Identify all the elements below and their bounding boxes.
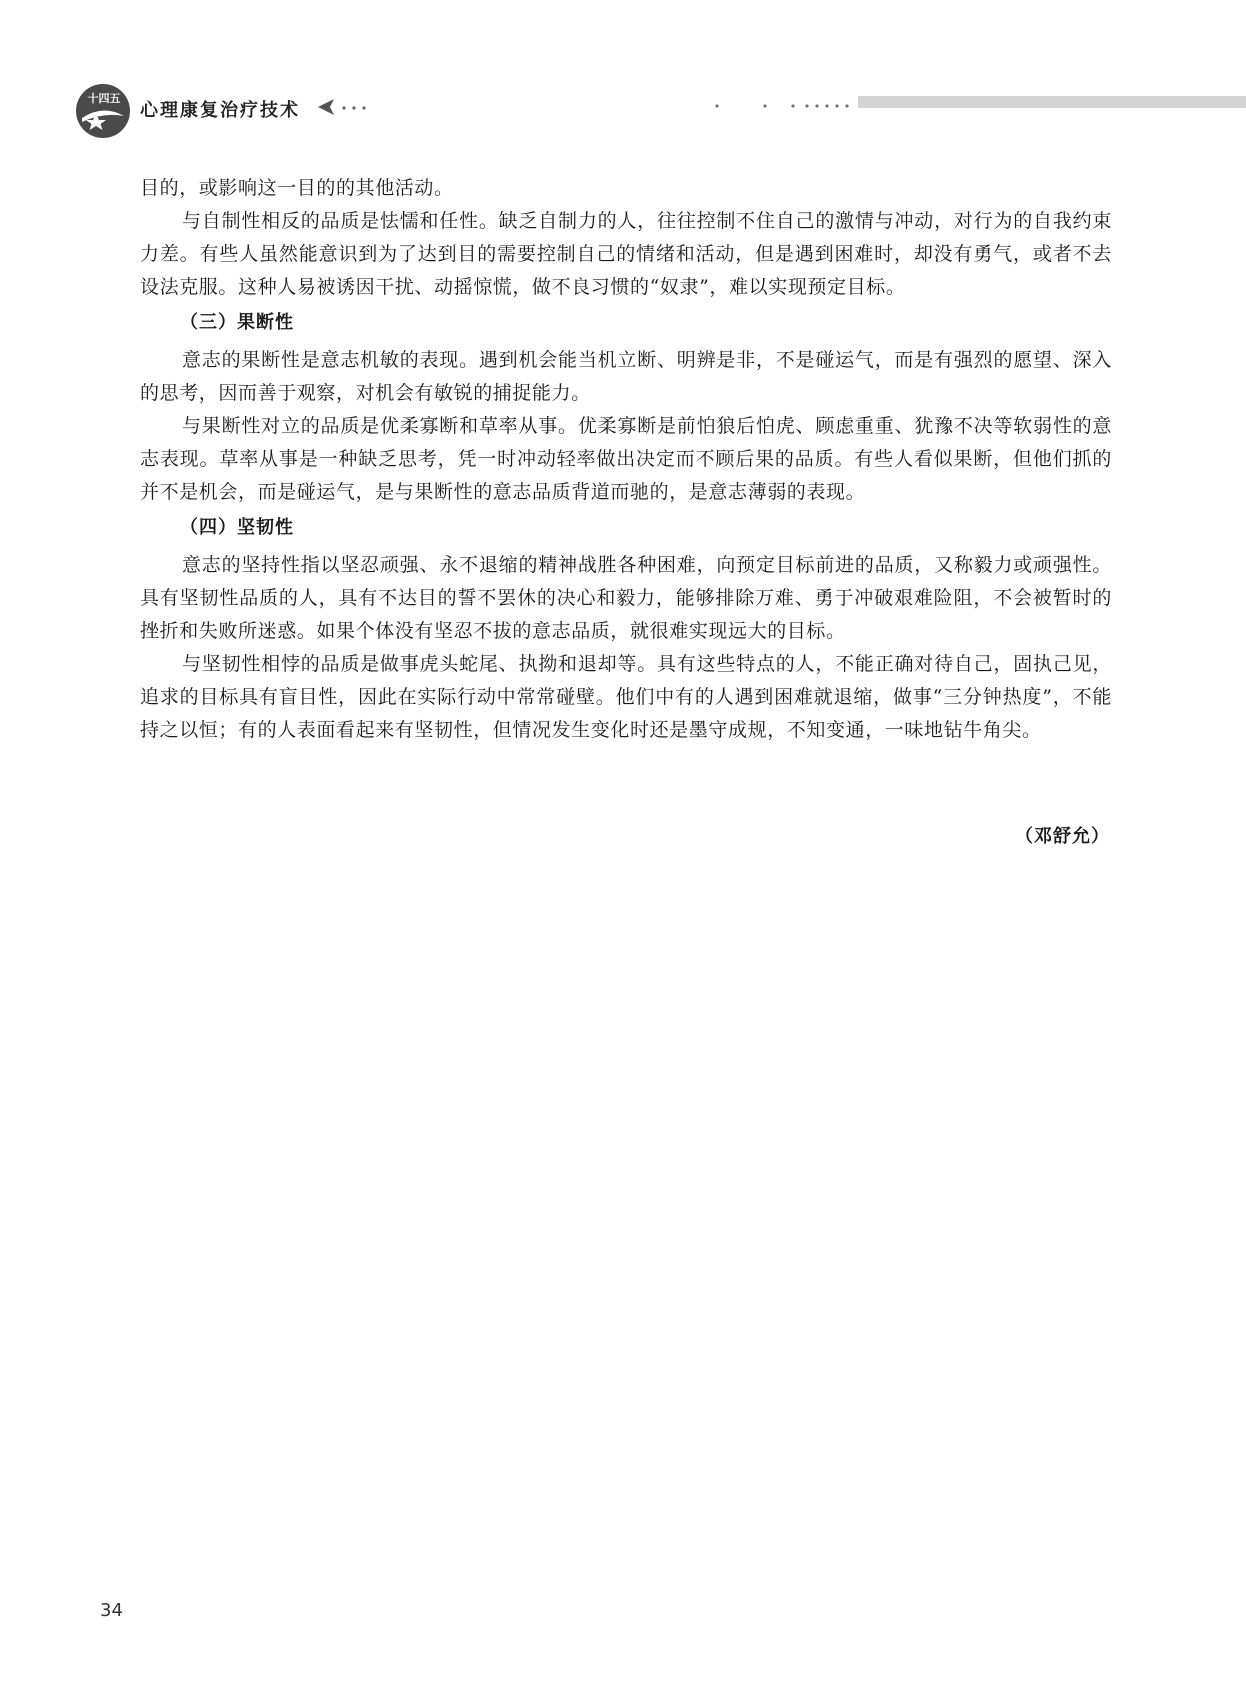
series-logo-icon — [74, 82, 132, 140]
paragraph-decisiveness-opposite: 与果断性对立的品质是优柔寡断和草率从事。优柔寡断是前怕狼后怕虎、顾虑重重、犹豫不决等软弱性的意志表现。草率从事是一种缺乏思考，凭一时冲动轻率做出决定而不顾后果的品质。有些人看似果断，但他们抓的并不是机会，而是碰运气，是与果断性的意志品质背道而驰的，是意志薄弱的表现。 — [140, 415, 1112, 503]
author-credit: （邓舒允） — [1015, 826, 1110, 847]
decorative-dots — [715, 100, 855, 112]
paragraph-continuation: 目的，或影响这一目的的其他活动。 — [140, 177, 454, 199]
page-header — [0, 0, 1246, 150]
page-body — [140, 172, 1112, 747]
arrow-left-icon — [318, 97, 382, 117]
paragraph-tenacity: 意志的坚持性指以坚忍顽强、永不退缩的精神战胜各种困难，向预定目标前进的品质，又称毅力或顽强性。具有坚韧性品质的人，具有不达目的誓不罢休的决心和毅力，能够排除万难、勇于冲破艰难险阻，不会被暂时的挫折和失败所迷惑。如果个体没有坚忍不拔的意志品质，就很难实现远大的目标。 — [140, 554, 1112, 642]
paragraph-tenacity-opposite: 与坚韧性相悖的品质是做事虎头蛇尾、执拗和退却等。具有这些特点的人，不能正确对待自己，固执己见，追求的目标具有盲目性，因此在实际行动中常常碰壁。他们中有的人遇到困难就退缩，做事“三分钟热度”，不能持之以恒；有的人表面看起来有坚韧性，但情况发生变化时还是墨守成规，不知变通，一味地钻牛角尖。 — [140, 653, 1112, 741]
section-heading-tenacity: （四）坚韧性 — [180, 517, 294, 538]
book-title: 心理康复治疗技术 — [140, 100, 300, 121]
paragraph-decisiveness: 意志的果断性是意志机敏的表现。遇到机会能当机立断、明辨是非，不是碰运气，而是有强烈的愿望、深入的思考，因而善于观察，对机会有敏锐的捕捉能力。 — [140, 349, 1112, 404]
paragraph-self-control-opposite: 与自制性相反的品质是怯懦和任性。缺乏自制力的人，往往控制不住自己的激情与冲动，对行为的自我约束力差。有些人虽然能意识到为了达到目的需要控制自己的情绪和活动，但是遇到困难时，却没有勇气，或者不去设法克服。这种人易被诱因干扰、动摇惊慌，做不良习惯的“奴隶”，难以实现预定目标。 — [140, 210, 1112, 298]
header-bar — [858, 96, 1246, 108]
page-number: 34 — [100, 1600, 123, 1621]
section-heading-decisiveness: （三）果断性 — [180, 312, 294, 333]
logo-label: 十四五 — [87, 92, 121, 105]
